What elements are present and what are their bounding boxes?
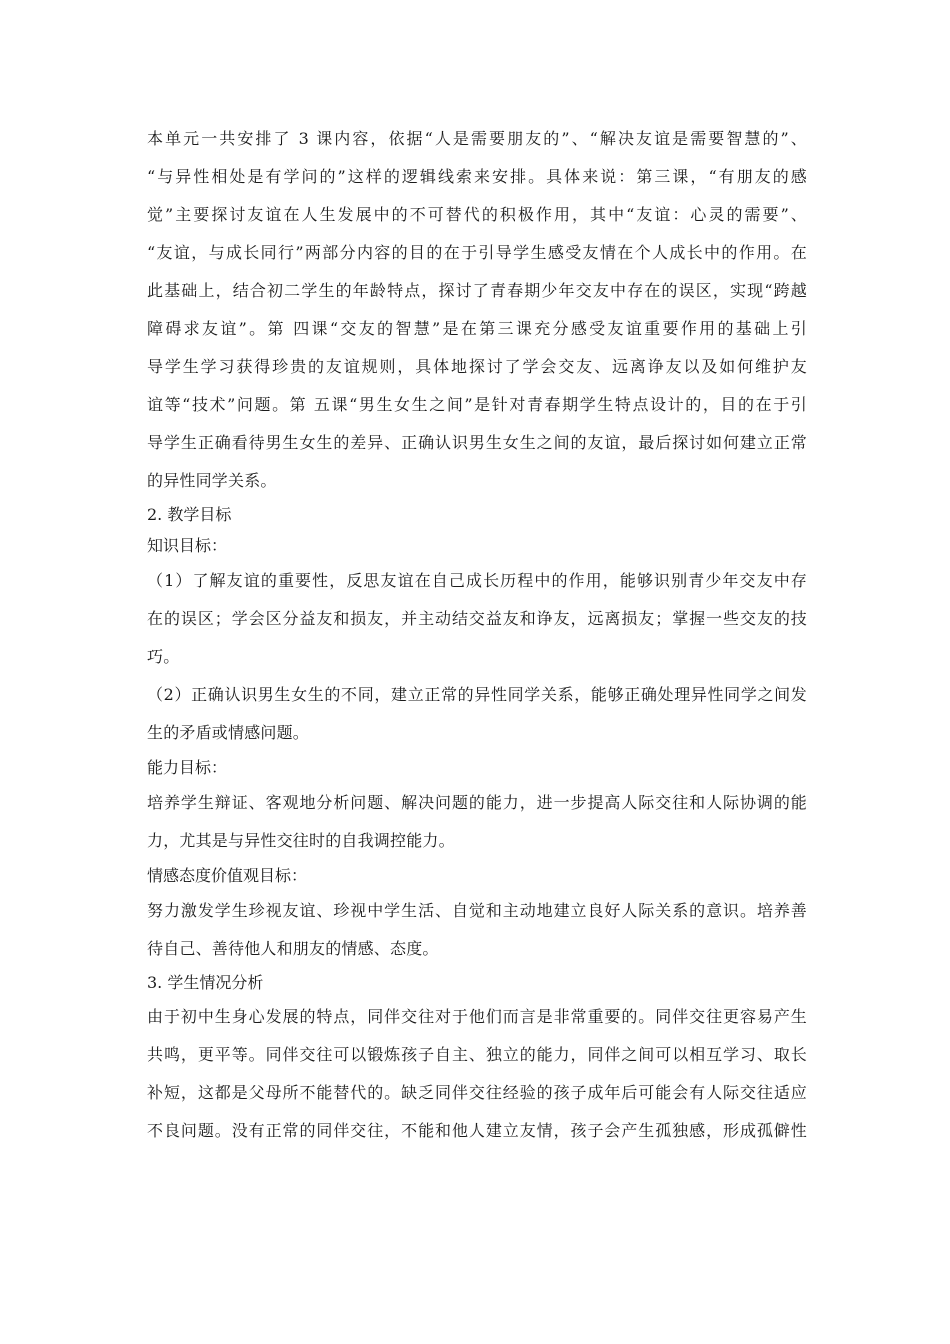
- text-line: 本单元一共安排了 3 课内容，依据“人是需要朋友的”、“解决友谊是需要智慧的”、: [147, 129, 807, 148]
- text-line: 努力激发学生珍视友谊、珍视中学生活、自觉和主动地建立良好人际关系的意识。培养善: [147, 901, 807, 920]
- text-line: 导学生正确看待男生女生的差异、正确认识男生女生之间的友谊，最后探讨如何建立正常: [147, 433, 807, 452]
- knowledge-item-1: [147, 562, 807, 676]
- text-line: 由于初中生身心发展的特点，同伴交往对于他们而言是非常重要的。同伴交往更容易产生: [147, 1007, 807, 1026]
- ability-paragraph: [147, 784, 807, 860]
- text-line: 共鸣，更平等。同伴交往可以锻炼孩子自主、独立的能力，同伴之间可以相互学习、取长: [147, 1045, 807, 1064]
- student-paragraph: [147, 998, 807, 1150]
- subheading-emotion: 情感态度价值观目标：: [147, 866, 308, 885]
- document-body: [147, 120, 807, 1150]
- text-line: 力，尤其是与异性交往时的自我调控能力。: [147, 831, 455, 850]
- knowledge-item-2: [147, 676, 807, 752]
- text-line: 待自己、善待他人和朋友的情感、态度。: [147, 939, 439, 958]
- section-heading-goals: 2. 教学目标: [147, 505, 232, 524]
- text-line: 不良问题。没有正常的同伴交往，不能和他人建立友情，孩子会产生孤独感，形成孤僻性: [147, 1121, 807, 1140]
- text-line: （1）了解友谊的重要性，反思友谊在自己成长历程中的作用，能够识别青少年交友中存: [147, 571, 807, 590]
- text-line: 在的误区；学会区分益友和损友，并主动结交益友和诤友，远离损友；掌握一些交友的技: [147, 609, 807, 628]
- text-line: 觉”主要探讨友谊在人生发展中的不可替代的积极作用，其中“友谊：心灵的需要”、: [147, 205, 807, 224]
- subheading-ability: 能力目标：: [147, 758, 228, 777]
- text-line: 障碍求友谊”。第 四课“交友的智慧”是在第三课充分感受友谊重要作用的基础上引: [147, 319, 807, 338]
- text-line: 培养学生辩证、客观地分析问题、解决问题的能力，进一步提高人际交往和人际协调的能: [147, 793, 807, 812]
- emotion-paragraph: [147, 892, 807, 968]
- text-line: “友谊，与成长同行”两部分内容的目的在于引导学生感受友情在个人成长中的作用。在: [147, 243, 807, 262]
- text-line: 此基础上，结合初二学生的年龄特点，探讨了青春期少年交友中存在的误区，实现“跨越: [147, 281, 807, 300]
- subheading-knowledge: 知识目标：: [147, 536, 228, 555]
- text-line: 导学生学习获得珍贵的友谊规则，具体地探讨了学会交友、远离诤友以及如何维护友: [147, 357, 807, 376]
- text-line: 谊等“技术”问题。第 五课“男生女生之间”是针对青春期学生特点设计的，目的在于引: [147, 395, 807, 414]
- text-line: 生的矛盾或情感问题。: [147, 723, 310, 742]
- text-line: （2）正确认识男生女生的不同，建立正常的异性同学关系，能够正确处理异性同学之间发: [147, 685, 807, 704]
- text-line: 巧。: [147, 647, 180, 666]
- text-line: 的异性同学关系。: [147, 471, 277, 490]
- section-heading-students: 3. 学生情况分析: [147, 973, 264, 992]
- unit-intro-paragraph: [147, 120, 807, 500]
- text-line: “与异性相处是有学问的”这样的逻辑线索来安排。具体来说：第三课，“有朋友的感: [147, 167, 807, 186]
- text-line: 补短，这都是父母所不能替代的。缺乏同伴交往经验的孩子成年后可能会有人际交往适应: [147, 1083, 807, 1102]
